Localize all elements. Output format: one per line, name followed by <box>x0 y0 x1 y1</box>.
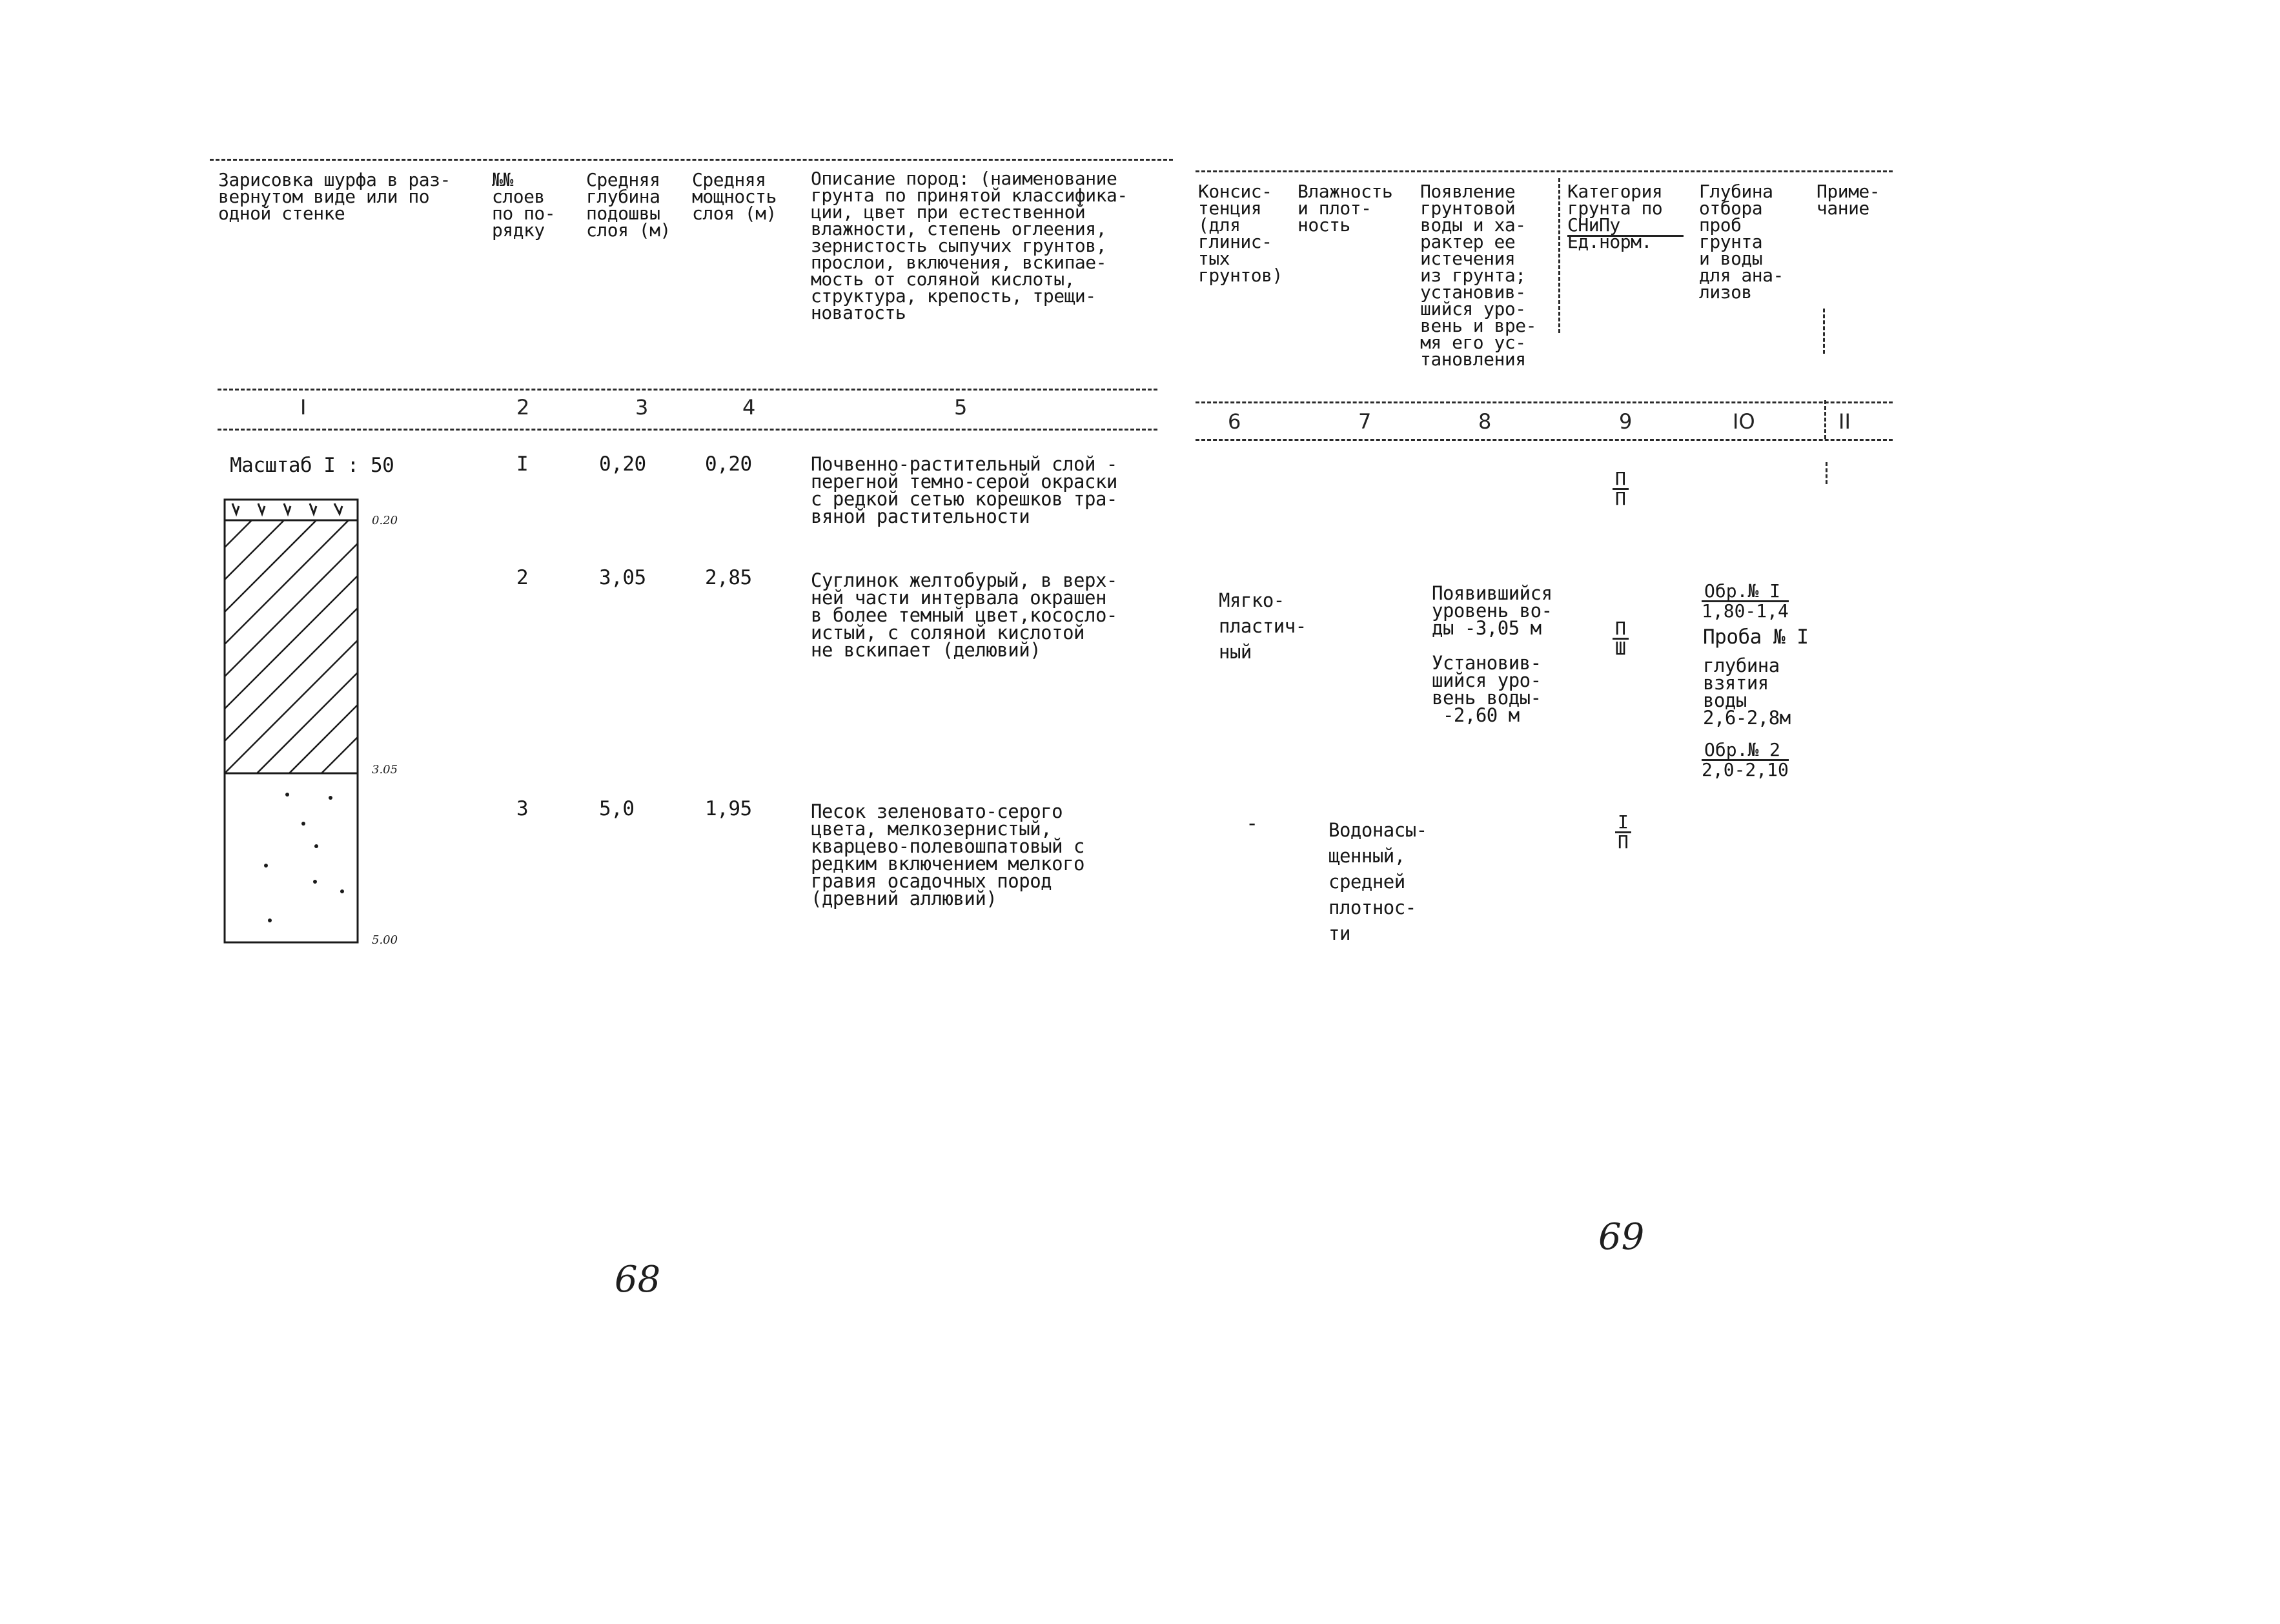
colnum-2: 2 <box>516 395 530 420</box>
layer2-description: Суглинок желтобурый, в верх- ней части интервала окрашен в более темный цвет,кососло- истый, с соляной кислотой не вскипает (делювий) <box>811 569 1117 661</box>
header-top-rule-right <box>1196 170 1893 172</box>
col4-header: Средняя мощность слоя (м) <box>692 169 777 224</box>
layer2-no: 2 <box>516 566 529 589</box>
numbers-bottom-rule-right <box>1196 439 1893 441</box>
depth-mark-3: 5.00 <box>372 933 398 946</box>
colnum-8: 8 <box>1478 409 1492 434</box>
col6-header: Консис- тенция (для глинис- тых грунтов) <box>1198 181 1283 286</box>
col11-left-divider <box>1823 309 1825 354</box>
layer1-depth: 0,20 <box>599 452 646 476</box>
col5-header: Описание пород: (наименование грунта по принятой классифика- ции, цвет при естественной влажности, степень оглеения, зернистость сыпучих грунтов, прослои, включения, вскипае- мость от соляной кислоты, структура, крепость, трещи- новатость <box>811 168 1128 323</box>
layer1-category: П П <box>1613 470 1629 508</box>
colnum-7: 7 <box>1358 409 1372 434</box>
header-top-rule <box>210 159 1173 161</box>
col10-header: Глубина отбора проб грунта и воды для ана- лизов <box>1699 181 1784 303</box>
depth-mark-1: 0.20 <box>372 514 398 527</box>
col11-body-divider <box>1826 462 1827 484</box>
layer2-thickness: 2,85 <box>705 566 752 589</box>
col8-header: Появление грунтовой воды и ха- рактер ее истечения из грунта; установив- шийся уро- вень и вре- мя его ус- тановления <box>1420 181 1536 370</box>
numbers-top-rule-right <box>1196 401 1893 403</box>
layer1-no: I <box>516 452 529 476</box>
layer2-sample2: Обр.№ 2 2,0-2,10 <box>1702 739 1789 780</box>
layer3-no: 3 <box>516 797 529 820</box>
scale-label: Масштаб I : 50 <box>230 454 394 477</box>
sand-dots <box>264 793 344 922</box>
loam-hatching <box>219 501 426 778</box>
layer2-consistency: Мягко- пластич- ный <box>1219 589 1307 663</box>
page-number-right: 69 <box>1598 1216 1645 1258</box>
col11-num-divider <box>1824 400 1826 439</box>
layer2-water-appear: Появившийся уровень во- ды -3,05 м <box>1432 582 1552 639</box>
numbers-bottom-rule-left <box>218 429 1157 431</box>
colnum-5: 5 <box>954 395 968 420</box>
colnum-11: II <box>1838 409 1851 434</box>
layer3-category: I П <box>1615 813 1631 851</box>
numbers-top-rule-left <box>218 389 1157 391</box>
layer2-probe: Проба № I <box>1703 625 1809 649</box>
colnum-4: 4 <box>742 395 756 420</box>
layer3-depth: 5,0 <box>599 797 635 820</box>
topsoil-symbol <box>232 503 342 514</box>
col2-header: №№ слоев по по- рядку <box>492 169 556 241</box>
depth-mark-2: 3.05 <box>372 763 398 776</box>
page-number-left: 68 <box>615 1259 661 1301</box>
colnum-9: 9 <box>1619 409 1633 434</box>
col3-header: Средняя глубина подошвы слоя (м) <box>586 169 671 241</box>
layer1-description: Почвенно-растительный слой - перегной темно-серой окраски с редкой сетью корешков тра- вяной растительности <box>811 453 1117 527</box>
layer3-thickness: 1,95 <box>705 797 752 820</box>
layer2-water-steady: Установив- шийся уро- вень воды- -2,60 м <box>1432 652 1542 726</box>
layer3-moisture: Водонасы- щенный, средней плотнос- ти <box>1328 819 1427 944</box>
col11-header: Приме- чание <box>1817 181 1880 219</box>
col9-header-underline <box>1567 235 1684 237</box>
layer2-probe-depth: глубина взятия воды 2,6-2,8м <box>1703 655 1791 729</box>
col9-left-divider <box>1558 178 1560 333</box>
layer2-depth: 3,05 <box>599 566 646 589</box>
col1-header: Зарисовка шурфа в раз- вернутом виде или по одной стенке <box>218 169 451 224</box>
layer3-description: Песок зеленовато-серого цвета, мелкозернистый, кварцево-полевошпатовый с редким включением мелкого гравия осадочных пород (древний аллювий) <box>811 800 1084 909</box>
pit-sketch <box>219 494 426 946</box>
colnum-3: 3 <box>635 395 649 420</box>
layer3-consistency: - <box>1246 811 1258 835</box>
colnum-10: IO <box>1733 409 1755 434</box>
layer2-sample1: Обр.№ I 1,80-1,4 <box>1702 580 1789 622</box>
layer2-category: П Ш <box>1613 620 1629 658</box>
colnum-1: I <box>300 395 307 420</box>
layer1-thickness: 0,20 <box>705 452 752 476</box>
col7-header: Влажность и плот- ность <box>1298 181 1393 236</box>
col9-header: Категория грунта по СНиПу Ед.норм. <box>1567 181 1663 252</box>
colnum-6: 6 <box>1228 409 1241 434</box>
